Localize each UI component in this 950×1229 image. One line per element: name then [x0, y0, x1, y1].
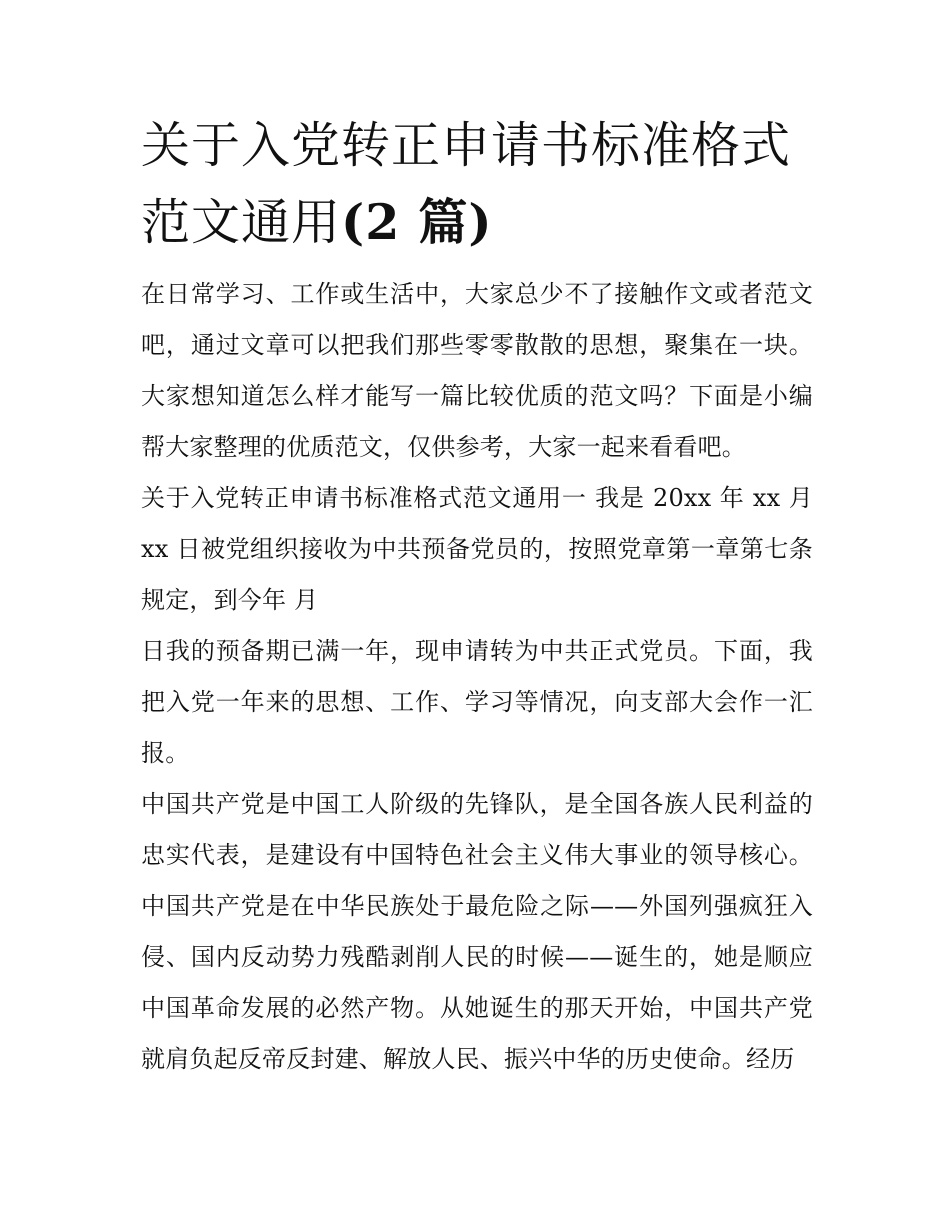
paragraph-probation: 日我的预备期已满一年，现申请转为中共正式党员。下面，我把入党一年来的思想、工作、学习等情况，向支部大会作一汇报。 — [141, 637, 813, 767]
paragraph-intro: 在日常学习、工作或生活中，大家总少不了接触作文或者范文吧，通过文章可以把我们那些零零散散的思想，聚集在一块。大家想知道怎么样才能写一篇比较优质的范文吗？下面是小编帮大家整理的优质范文，仅供参考，大家一起来看看吧。 — [141, 280, 813, 461]
document-title — [141, 108, 813, 261]
document-page — [141, 108, 813, 1085]
paragraph-party-history: 中国共产党是中国工人阶级的先锋队，是全国各族人民利益的忠实代表，是建设有中国特色社会主义伟大事业的领导核心。中国共产党是在中华民族处于最危险之际——外国列强疯狂入侵、国内反动势力残酷剥削人民的时候——诞生的，她是顺应中国革命发展的必然产物。从她诞生的那天开始，中国共产党就肩负起反帝反封建、解放人民、振兴中华的历史使命。经历 — [141, 790, 813, 1073]
paragraph-opening: 关于入党转正申请书标准格式范文通用一 我是 20xx 年 xx 月 xx 日被党组织接收为中共预备党员的，按照党章第一章第七条规定，到今年 月 — [141, 484, 813, 614]
title-main: 关于入党转正申请书标准格式范文通用 — [141, 117, 792, 251]
title-count: (2 篇) — [341, 193, 493, 251]
